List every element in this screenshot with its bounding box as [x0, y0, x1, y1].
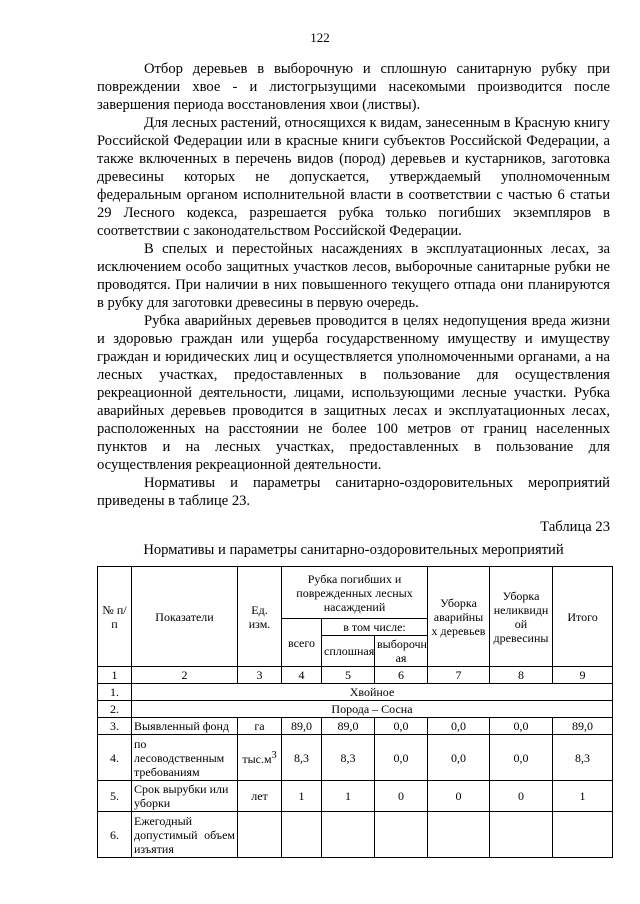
- row-num: 1.: [98, 684, 132, 701]
- page-number: 122: [310, 30, 330, 45]
- cell-illiquid: 0,0: [490, 718, 553, 735]
- row-unit: га: [238, 718, 282, 735]
- table-caption: Таблица 23: [540, 519, 610, 535]
- cell-total: 8,3: [282, 735, 322, 781]
- header-including: в том числе:: [322, 619, 428, 636]
- cell-selective: [375, 812, 428, 858]
- cell-emergency: 0: [428, 781, 490, 812]
- row-num: 3.: [98, 718, 132, 735]
- cell-grand-total: 89,0: [553, 718, 613, 735]
- body-text: [97, 60, 610, 510]
- cell-total: [282, 812, 322, 858]
- column-number: 8: [490, 667, 553, 684]
- column-number: 4: [282, 667, 322, 684]
- column-number: 2: [132, 667, 238, 684]
- header-grand-total: Итого: [553, 567, 613, 667]
- unit-text: тыс.м: [242, 752, 272, 766]
- column-number: 9: [553, 667, 613, 684]
- table-row: [98, 781, 613, 812]
- table-row: [98, 735, 613, 781]
- row-indicator: Срок вырубки или уборки: [132, 781, 238, 812]
- row-unit: [238, 812, 282, 858]
- header-selective: выборочн ая: [375, 636, 428, 667]
- cell-clear: 8,3: [322, 735, 375, 781]
- table-title: Нормативы и параметры санитарно-оздоровительных мероприятий: [143, 542, 564, 558]
- cell-selective: 0: [375, 781, 428, 812]
- cell-illiquid: 0: [490, 781, 553, 812]
- cell-illiquid: [490, 812, 553, 858]
- paragraph: Нормативы и параметры санитарно-оздоровительных мероприятий приведены в таблице 23.: [97, 475, 610, 509]
- header-felling-group: Рубка погибших и поврежденных лесных насаждений: [282, 567, 428, 619]
- header-clear: сплошная: [322, 636, 375, 667]
- cell-clear: 1: [322, 781, 375, 812]
- paragraph: Для лесных растений, относящихся к видам, занесенным в Красную книгу Российской Федерации или в красные книги субъектов Российской Федерации, а также включенных в перечень видов (пород) деревьев и кустарников, заготовка древесины которых не допускается, утверждаемый уполномоченным федеральным органом исполнительной власти в соответствии с частью 6 статьи 29 Лесного кодекса, разрешается рубка только погибших экземпляров в соответствии с законодательством Российской Федерации.: [97, 115, 610, 239]
- header-total-all: всего: [282, 619, 322, 667]
- cell-total: 89,0: [282, 718, 322, 735]
- header-emergency: Уборка аварийны х деревьев: [428, 567, 490, 667]
- cell-total: 1: [282, 781, 322, 812]
- paragraph: Рубка аварийных деревьев проводится в целях недопущения вреда жизни и здоровью граждан или ущерба государственному имуществу и имуществу граждан и юридических лиц и осуществляется уполномоченными органами, а на лесных участках, предоставленных в пользование для осуществления рекреационной деятельности, лицами, использующими лесные участки. Рубка аварийных деревьев проводится в защитных лесах и эксплуатационных лесах, расположенных на расстоянии не более 100 метров от границ населенных пунктов и на лесных участках, предоставленных в пользование для осуществления рекреационной деятельности.: [97, 313, 610, 473]
- column-number: 3: [238, 667, 282, 684]
- cell-clear: 89,0: [322, 718, 375, 735]
- table-row: [98, 718, 613, 735]
- section-label: Порода – Сосна: [132, 701, 613, 718]
- header-indicator: Показатели: [132, 567, 238, 667]
- section-row: [98, 684, 613, 701]
- row-num: 2.: [98, 701, 132, 718]
- section-label: Хвойное: [132, 684, 613, 701]
- column-number: 7: [428, 667, 490, 684]
- row-num: 5.: [98, 781, 132, 812]
- column-number: 1: [98, 667, 132, 684]
- table-row: [98, 812, 613, 858]
- cell-emergency: 0,0: [428, 735, 490, 781]
- row-indicator: Ежегодный допустимый объем изъятия: [132, 812, 238, 858]
- cell-emergency: 0,0: [428, 718, 490, 735]
- cell-grand-total: 1: [553, 781, 613, 812]
- column-number: 5: [322, 667, 375, 684]
- cell-selective: 0,0: [375, 735, 428, 781]
- cell-emergency: [428, 812, 490, 858]
- header-illiquid: Уборка неликвидн ой древесины: [490, 567, 553, 667]
- cell-illiquid: 0,0: [490, 735, 553, 781]
- row-num: 6.: [98, 812, 132, 858]
- header-unit: Ед. изм.: [238, 567, 282, 667]
- norms-table: [97, 566, 613, 858]
- row-unit: лет: [238, 781, 282, 812]
- cell-grand-total: 8,3: [553, 735, 613, 781]
- column-number-row: [98, 667, 613, 684]
- paragraph: Отбор деревьев в выборочную и сплошную санитарную рубку при повреждении хвое - и листогрызущими насекомыми производится после завершения периода восстановления хвои (листвы).: [97, 61, 610, 113]
- unit-superscript: 3: [271, 750, 277, 761]
- column-number: 6: [375, 667, 428, 684]
- row-indicator: Выявленный фонд: [132, 718, 238, 735]
- header-num: № п/п: [98, 567, 132, 667]
- row-unit: [238, 735, 282, 781]
- cell-grand-total: [553, 812, 613, 858]
- cell-clear: [322, 812, 375, 858]
- row-num: 4.: [98, 735, 132, 781]
- section-row: [98, 701, 613, 718]
- row-indicator: по лесоводственным требованиям: [132, 735, 238, 781]
- cell-selective: 0,0: [375, 718, 428, 735]
- paragraph: В спелых и перестойных насаждениях в эксплуатационных лесах, за исключением особо защитных участков лесов, выборочные санитарные рубки не проводятся. При наличии в них повышенного текущего отпада они планируются в рубку для заготовки древесины в первую очередь.: [97, 241, 610, 311]
